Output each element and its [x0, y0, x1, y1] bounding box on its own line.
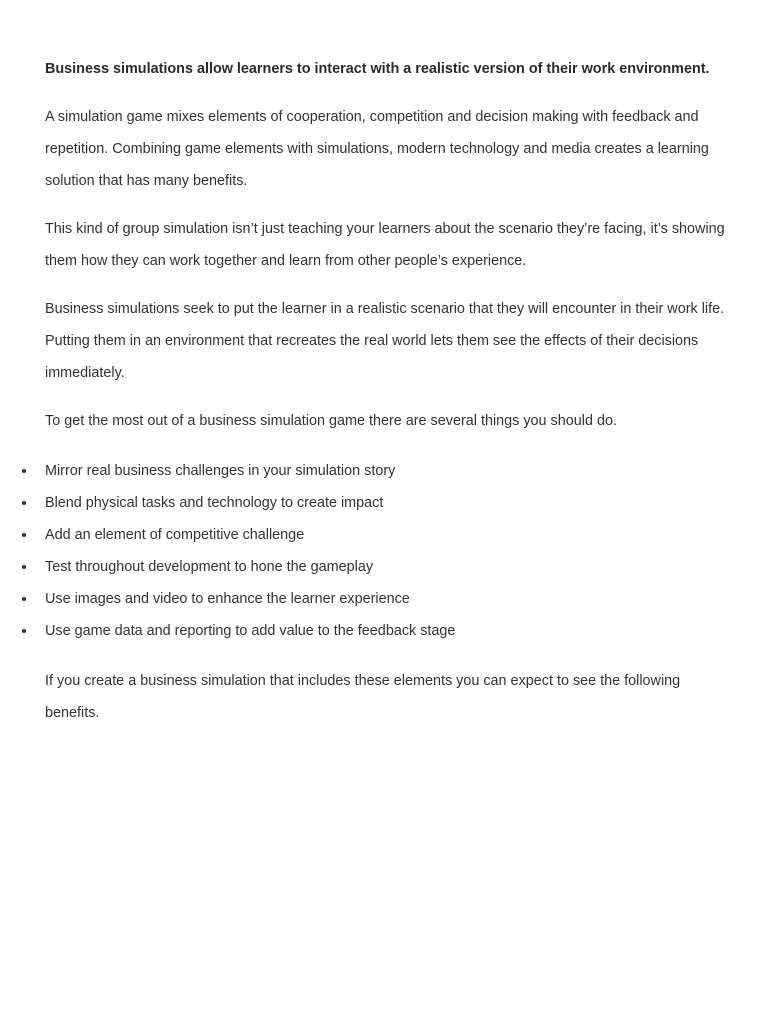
paragraph-list-intro: To get the most out of a business simulation game there are several things you should do.	[45, 413, 617, 429]
list-item-text: Add an element of competitive challenge	[45, 527, 305, 543]
document-body	[45, 53, 725, 745]
bullet-dot-icon	[22, 469, 26, 473]
list-item-text: Use game data and reporting to add value to the feedback stage	[45, 623, 456, 639]
bullet-dot-icon	[22, 501, 26, 505]
document-heading: Business simulations allow learners to interact with a realistic version of their work environment.	[45, 61, 710, 77]
list-item	[0, 615, 725, 647]
list-item	[0, 551, 725, 583]
paragraph-group-simulation: This kind of group simulation isn’t just teaching your learners about the scenario they’re facing, it’s showing them how they can work together and learn from other people’s experience.	[45, 221, 725, 269]
list-item	[0, 455, 725, 487]
list-item	[0, 519, 725, 551]
paragraph-realistic-scenario: Business simulations seek to put the learner in a realistic scenario that they will encounter in their work life. Putting them in an environment that recreates the real world lets them see the effects of their decisions immediately.	[45, 301, 725, 381]
paragraph-closing: If you create a business simulation that includes these elements you can expect to see the following benefits.	[45, 673, 681, 721]
list-item	[0, 583, 725, 615]
bullet-dot-icon	[22, 565, 26, 569]
list-item	[0, 487, 725, 519]
list-item-text: Test throughout development to hone the gameplay	[45, 559, 374, 575]
list-item-text: Blend physical tasks and technology to create impact	[45, 495, 384, 511]
bullet-dot-icon	[22, 533, 26, 537]
bullet-dot-icon	[22, 629, 26, 633]
list-item-text: Use images and video to enhance the learner experience	[45, 591, 410, 607]
list-item-text: Mirror real business challenges in your simulation story	[45, 463, 396, 479]
paragraph-intro: A simulation game mixes elements of cooperation, competition and decision making with feedback and repetition. Combining game elements with simulations, modern technology and media creates a learning solution that has many benefits.	[45, 109, 709, 189]
bullet-dot-icon	[22, 597, 26, 601]
tips-list	[0, 455, 725, 647]
